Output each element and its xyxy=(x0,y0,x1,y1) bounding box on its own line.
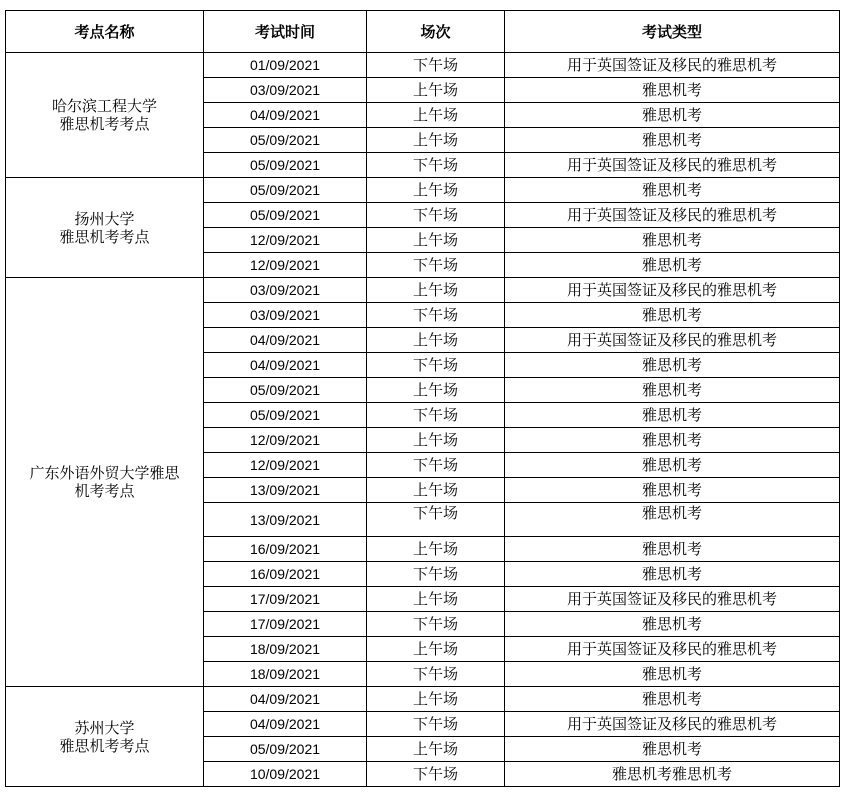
table-row xyxy=(6,53,840,78)
exam-type-cell: 雅思机考 xyxy=(505,428,840,453)
exam-date-cell: 12/09/2021 xyxy=(204,453,367,478)
exam-date-cell: 05/09/2021 xyxy=(204,128,367,153)
site-name-line: 苏州大学 xyxy=(74,718,135,737)
exam-type-cell: 雅思机考 xyxy=(505,378,840,403)
session-cell: 上午场 xyxy=(367,737,505,762)
table-row xyxy=(6,687,840,712)
exam-type-cell: 雅思机考 xyxy=(505,478,840,503)
table-row xyxy=(6,178,840,203)
exam-date-cell: 10/09/2021 xyxy=(204,762,367,787)
session-cell: 下午场 xyxy=(367,662,505,687)
session-cell: 下午场 xyxy=(367,403,505,428)
session-cell: 下午场 xyxy=(367,503,505,537)
site-name-cell xyxy=(6,278,204,687)
exam-type-cell: 雅思机考 xyxy=(505,453,840,478)
exam-date-cell: 18/09/2021 xyxy=(204,662,367,687)
exam-date-cell: 03/09/2021 xyxy=(204,78,367,103)
session-cell: 上午场 xyxy=(367,428,505,453)
exam-type-cell: 雅思机考 xyxy=(505,537,840,562)
exam-type-cell: 雅思机考雅思机考 xyxy=(505,762,840,787)
session-cell: 上午场 xyxy=(367,637,505,662)
session-cell: 下午场 xyxy=(367,203,505,228)
site-name-line: 机考考点 xyxy=(74,482,135,500)
exam-type-cell: 雅思机考 xyxy=(505,662,840,687)
exam-date-cell: 17/09/2021 xyxy=(204,612,367,637)
site-name-line: 雅思机考考点 xyxy=(59,736,150,755)
session-cell: 上午场 xyxy=(367,478,505,503)
exam-date-cell: 01/09/2021 xyxy=(204,53,367,78)
exam-type-cell: 雅思机考 xyxy=(505,253,840,278)
exam-type-cell: 雅思机考 xyxy=(505,303,840,328)
table-body xyxy=(6,53,840,787)
exam-date-cell: 05/09/2021 xyxy=(204,737,367,762)
exam-date-cell: 12/09/2021 xyxy=(204,428,367,453)
site-name-line: 雅思机考考点 xyxy=(59,115,150,133)
session-cell: 下午场 xyxy=(367,53,505,78)
session-cell: 下午场 xyxy=(367,453,505,478)
exam-type-cell: 雅思机考 xyxy=(505,103,840,128)
exam-date-cell: 05/09/2021 xyxy=(204,203,367,228)
site-name-cell xyxy=(6,178,204,278)
exam-type-cell: 用于英国签证及移民的雅思机考 xyxy=(505,587,840,612)
exam-type-cell: 用于英国签证及移民的雅思机考 xyxy=(505,328,840,353)
exam-date-cell: 05/09/2021 xyxy=(204,178,367,203)
session-cell: 下午场 xyxy=(367,353,505,378)
header-session: 场次 xyxy=(367,11,505,53)
exam-type-cell: 雅思机考 xyxy=(505,687,840,712)
session-cell: 上午场 xyxy=(367,587,505,612)
exam-type-cell: 用于英国签证及移民的雅思机考 xyxy=(505,153,840,178)
exam-type-cell: 雅思机考 xyxy=(505,737,840,762)
session-cell: 上午场 xyxy=(367,103,505,128)
header-exam-date: 考试时间 xyxy=(204,11,367,53)
session-cell: 上午场 xyxy=(367,687,505,712)
exam-type-cell: 雅思机考 xyxy=(505,503,840,537)
header-row xyxy=(6,11,840,53)
site-name-line: 扬州大学 xyxy=(74,209,135,228)
session-cell: 下午场 xyxy=(367,303,505,328)
site-name-line: 广东外语外贸大学雅思 xyxy=(29,464,180,482)
session-cell: 上午场 xyxy=(367,378,505,403)
exam-date-cell: 04/09/2021 xyxy=(204,687,367,712)
exam-type-cell: 雅思机考 xyxy=(505,178,840,203)
exam-type-cell: 用于英国签证及移民的雅思机考 xyxy=(505,712,840,737)
exam-date-cell: 12/09/2021 xyxy=(204,253,367,278)
session-cell: 上午场 xyxy=(367,278,505,303)
exam-date-cell: 16/09/2021 xyxy=(204,562,367,587)
site-name-cell xyxy=(6,53,204,178)
exam-date-cell: 12/09/2021 xyxy=(204,228,367,253)
exam-date-cell: 04/09/2021 xyxy=(204,328,367,353)
session-cell: 上午场 xyxy=(367,328,505,353)
header-exam-type: 考试类型 xyxy=(505,11,840,53)
exam-type-cell: 雅思机考 xyxy=(505,403,840,428)
exam-type-cell: 雅思机考 xyxy=(505,228,840,253)
exam-type-cell: 用于英国签证及移民的雅思机考 xyxy=(505,203,840,228)
exam-date-cell: 03/09/2021 xyxy=(204,303,367,328)
site-name-line: 雅思机考考点 xyxy=(59,227,150,246)
session-cell: 上午场 xyxy=(367,178,505,203)
exam-type-cell: 用于英国签证及移民的雅思机考 xyxy=(505,278,840,303)
exam-type-cell: 雅思机考 xyxy=(505,128,840,153)
exam-date-cell: 05/09/2021 xyxy=(204,378,367,403)
exam-type-cell: 雅思机考 xyxy=(505,78,840,103)
session-cell: 下午场 xyxy=(367,762,505,787)
exam-date-cell: 04/09/2021 xyxy=(204,712,367,737)
session-cell: 下午场 xyxy=(367,612,505,637)
table-header xyxy=(6,11,840,53)
exam-date-cell: 05/09/2021 xyxy=(204,403,367,428)
session-cell: 下午场 xyxy=(367,253,505,278)
session-cell: 下午场 xyxy=(367,562,505,587)
exam-date-cell: 13/09/2021 xyxy=(204,503,367,537)
exam-date-cell: 03/09/2021 xyxy=(204,278,367,303)
session-cell: 下午场 xyxy=(367,712,505,737)
exam-type-cell: 用于英国签证及移民的雅思机考 xyxy=(505,53,840,78)
site-name-cell xyxy=(6,687,204,787)
exam-date-cell: 18/09/2021 xyxy=(204,637,367,662)
table-row xyxy=(6,278,840,303)
exam-date-cell: 04/09/2021 xyxy=(204,353,367,378)
exam-date-cell: 17/09/2021 xyxy=(204,587,367,612)
exam-schedule-table xyxy=(5,10,840,787)
session-cell: 上午场 xyxy=(367,78,505,103)
exam-date-cell: 13/09/2021 xyxy=(204,478,367,503)
exam-type-cell: 雅思机考 xyxy=(505,612,840,637)
exam-date-cell: 05/09/2021 xyxy=(204,153,367,178)
session-cell: 上午场 xyxy=(367,537,505,562)
session-cell: 上午场 xyxy=(367,128,505,153)
header-site-name: 考点名称 xyxy=(6,11,204,53)
exam-type-cell: 雅思机考 xyxy=(505,353,840,378)
exam-date-cell: 16/09/2021 xyxy=(204,537,367,562)
exam-type-cell: 用于英国签证及移民的雅思机考 xyxy=(505,637,840,662)
session-cell: 上午场 xyxy=(367,228,505,253)
site-name-line: 哈尔滨工程大学 xyxy=(51,97,157,115)
exam-date-cell: 04/09/2021 xyxy=(204,103,367,128)
session-cell: 下午场 xyxy=(367,153,505,178)
exam-type-cell: 雅思机考 xyxy=(505,562,840,587)
